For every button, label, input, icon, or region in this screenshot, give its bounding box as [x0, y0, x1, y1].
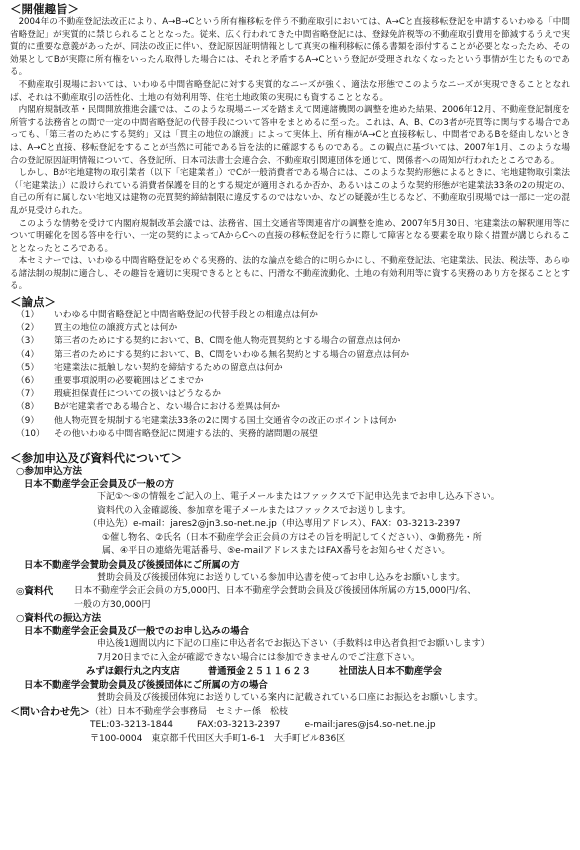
issue-item: （5） 宅建業法に抵触しない契約を締結するための留意点は何か [16, 362, 283, 373]
issue-item: （8） Bが宅建業者である場合と、ない場合における差異は何か [16, 402, 280, 413]
issue-item: （3） 第三者のためにする契約において、B、C間を他人物売買契約とする場合の留意点は何か [16, 336, 401, 347]
intro-paragraph: 2004年の不動産登記法改正により、A→B→Cという所有権移転を伴う不動産取引においては、A→Cと直接移転登記を申請するいわゆる「中間省略登記」が実質的に禁じられることとなった。従来、広く行われてきた中間省略登記には、登録免許税等の不動産取引費用を節減するうえで実質的に重要な意義があったが、同法の改正に伴い、登記原因証明情報として真実の権利移転に係る書類を添付することが必要となったため、その効果としてBが実際に所有権をいったん取得した場合には、それと矛盾するA→Cという登記が受理されなくなったという事情が生じたものである。 [10, 17, 570, 78]
issue-item: （10） その他いわゆる中間省略登記に関連する法的、実務的諸問題の展望 [16, 428, 318, 439]
issue-item: （4） 第三者のためにする契約において、B、C間をいわゆる無名契約とする場合の留意点は何か [16, 349, 410, 360]
general-line: 資料代の入金確認後、参加章を電子メールまたはファックスでお送りします。 [97, 505, 411, 516]
apply-heading: ＜参加申込及び資料代について＞ [10, 451, 183, 466]
support-line: 賛助会員及び後援団体宛にお送りしている参加申込書を使ってお申し込みをお願いします。 [97, 572, 466, 583]
general-member-title: 日本不動産学会正会員及び一般の方 [24, 479, 175, 491]
intro-paragraph: しかし、Bが宅地建物の取引業者（以下「宅建業者」）でCが一般消費者である場合には、このような契約形態によるときに、宅地建物取引業法（「宅建業法」）に設けられている消費者保護を目的とする規定が適用されるか否か、あるいはこのような契約形態が宅建業法33条の2の規定の、自己の所有に属しない宅地又は建物の売買契約締結制限に違反するのではないか、などの疑義が生じるなど、不動産取引現場では一部に一定の混乱が見受けられた。 [10, 168, 570, 216]
payment-line: 申込後1週間以内に下記の口座に申込者名でお振込下さい（手数料は申込者負担でお願いします） [97, 639, 490, 650]
info-line: ①催し物名、②氏名（日本不動産学会正会員の方はその旨を明記してください）、③勤務先・所 [102, 532, 482, 543]
issue-item: （2） 買主の地位の譲渡方式とは何か [16, 323, 178, 334]
seminar-document [0, 2, 580, 850]
support-member-title: 日本不動産学会賛助会員及び後援団体にご所属の方 [24, 559, 240, 571]
apply-contact-line: （申込先）e-mail：jares2@jn3.so-net.ne.jp（申込専用アドレス）、FAX：03-3213-2397 [88, 519, 461, 530]
general-line: 下記①～⑤の情報をご記入の上、電子メールまたはファックスで下記申込先までお申し込み下さい。 [97, 492, 500, 503]
fee-line: 日本不動産学会正会員の方5,000円、日本不動産学会賛助会員及び後援団体所属の方15,000円/名、 [74, 586, 477, 597]
inquiry-email[interactable]: e-mail:jares@js4.so-net.ne.jp [304, 720, 436, 731]
issues-heading: ＜論点＞ [10, 295, 56, 310]
intro-heading: ＜開催趣旨＞ [10, 2, 79, 16]
inquiry-fax: FAX:03-3213-2397 [197, 720, 281, 731]
bank-info [86, 665, 570, 679]
payment-support-title: 日本不動産学会賛助会員及び後援団体にご所属の方の場合 [24, 680, 268, 692]
bank-name: みずほ銀行丸之内支店 [86, 666, 180, 678]
intro-paragraph: 不動産取引現場においては、いわゆる中間省略登記に対する実質的なニーズが強く、適法な形態でこのようなニーズが実現できることとなれば、それは不動産取引の活性化、土地の有効利用等、住宅土地政策の実現にも資することとなる。 [10, 79, 570, 103]
inquiry-block [10, 706, 570, 747]
info-line: 属、④平日の連絡先電話番号、⑤e-mailアドレスまたはFAX番号をお知らせください。 [102, 546, 451, 557]
issues-list [10, 309, 570, 441]
payment-support-line: 賛助会員及び後援団体宛にお送りしている案内に記載されている口座にお振込をお願いします。 [97, 693, 484, 704]
intro-paragraph: 本セミナーでは、いわゆる中間省略登記をめぐる実務的、法的な論点を総合的に明らかにし、不動産登記法、宅建業法、民法、税法等、あらゆる諸法制の規制に適合し、その趣旨を適切に実現できるとともに、円滑な不動産流動化、土地の有効利用等に資する実務のあり方を探ることとする。 [10, 256, 570, 292]
issue-item: （7） 瑕疵担保責任についての扱いはどうなるか [16, 389, 221, 400]
inquiry-tel: TEL:03-3213-1844 [90, 720, 173, 731]
fee-label: ◎資料代 [16, 586, 54, 598]
intro-paragraph: 内閣府規制改革・民間開放推進会議では、このような現場ニーズを踏まえて関連諸機関の調整を進めた結果、2006年12月、不動産登記制度を所管する法務省との間で一定の中間省略登記の代替手段について答申をまとめるに至った。これは、A、B、Cの3者が売買等に関与する場合であっても、「第三者のためにする契約」又は「買主の地位の譲渡」によって実体上、所有権がA→Cと直接移転し、中間者であるBを経由しないときは、A→Cと直接、移転登記をすることが当然に可能である旨を法的に確認するものである。この観点に基づいては、2007年1月、このような場合の登記原因証明情報について、各登記所、日本司法書士会連合会、不動産取引関連団体を通じて、関係者への周知が行われたところである。 [10, 105, 570, 166]
payment-general-title: 日本不動産学会正会員及び一般でのお申し込みの場合 [24, 626, 250, 638]
account-holder: 社団法人日本不動産学会 [338, 666, 443, 678]
inquiry-org: （社）日本不動産学会事務局 セミナー係 松枝 [90, 706, 289, 717]
payment-title: ○資料代の振込方法 [16, 613, 102, 625]
bank-account: 普通預金２５１１６２３ [207, 666, 311, 678]
fee-line: 一般の方30,000円 [74, 599, 151, 610]
payment-line: 7月20日までに入金が確認できない場合には参加できませんのでご注意下さい。 [97, 652, 421, 663]
issue-item: （1） いわゆる中間省略登記と中間省略登記の代替手段との相違点は何か [16, 310, 318, 321]
issue-item: （6） 重要事項説明の必要範囲はどこまでか [16, 376, 204, 387]
fee-block [16, 585, 570, 612]
inquiry-address: 〒100-0004 東京都千代田区大手町1-6-1 大手町ビル836区 [90, 733, 346, 744]
issue-item: （9） 他人物売買を規制する宅建業法33条の2に関する国土交通省令の改正のポイントは何か [16, 415, 397, 426]
apply-method-title: ○参加申込方法 [16, 466, 82, 478]
inquiry-label: ＜問い合わせ先＞ [10, 706, 90, 718]
intro-paragraph: このような情勢を受けて内閣府規制改革会議では、法務省、国土交通省等関連省庁の調整を進め、2007年5月30日、宅建業法の解釈運用等について明確化を図る答申を行い、一定の契約によってAからCへの直接の移転登記を行うに際して障害となる要素を取り除く措置が講じられることとなったところである。 [10, 218, 570, 254]
